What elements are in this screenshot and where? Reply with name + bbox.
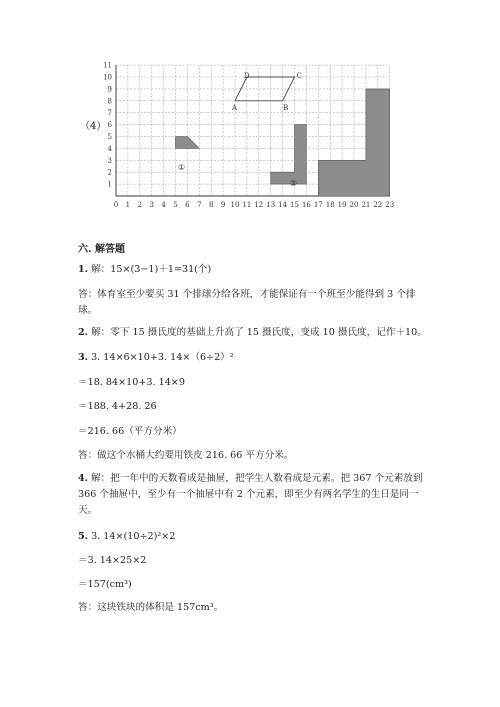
y-tick-label: 5 [107,133,112,141]
x-tick-label: 6 [185,201,190,209]
q3-step4: ＝216. 66（平方分米） [78,426,182,437]
x-tick-label: 15 [290,201,299,209]
x-tick-label: 7 [197,201,202,209]
parallelogram-label-a: A [232,103,238,112]
x-tick-label: 20 [349,201,359,209]
a5-text: 答：这块铁块的体积是 157cm³。 [78,602,224,613]
shape-1 [176,137,200,149]
q4-text: 解：把一年中的天数看成是抽屉，把学生人数看成是元素。把 367 个元素放到 366 个抽屉中，至少有一个抽屉中有 2 个元素，即至少有两名学生的生日是同一天。 [78,473,423,516]
q5-line [78,530,175,544]
a1-text: 答：体育室至少要买 31 个排球分给各班，才能保证有一个班至少能得到 3 个排球。 [78,289,416,316]
y-tick-label: 8 [107,97,112,106]
x-tick-label: 5 [173,201,178,209]
y-tick-label: 7 [107,109,112,118]
x-tick-label: 17 [313,201,323,209]
x-tick-label: 23 [385,201,395,209]
x-tick-label: 18 [325,201,335,209]
q3-number: 3. [78,352,89,363]
grid-figure [0,0,500,225]
y-tick-label: 9 [107,85,112,94]
x-tick-label: 2 [137,201,143,209]
x-tick-label: 11 [242,201,252,209]
x-tick-label: 12 [254,201,264,209]
y-tick-label: 4 [107,144,112,153]
q2-number: 2. [78,327,89,338]
x-tick-label: 22 [373,201,383,209]
x-tick-label: 19 [337,201,347,209]
x-tick-label: 13 [266,201,276,209]
y-tick-label: 1 [107,180,112,189]
y-tick-label: 10 [103,73,112,82]
q1-text: 解：15×(3−1)＋1=31(个) [88,264,212,275]
q5-text: 3. 14×(10÷2)²×2 [88,531,176,542]
x-tick-label: 16 [301,201,311,209]
q1-line [78,263,211,277]
q3-step2: ＝18. 84×10+3. 14×9 [78,377,185,388]
q5-number: 5. [78,531,89,542]
q3-line [78,351,234,365]
x-tick-label: 9 [220,201,226,209]
x-tick-label: 1 [125,201,131,209]
shape-2 [271,125,307,185]
y-tick-label: 11 [103,61,112,70]
shape-2-label: ② [289,179,297,189]
a3-text: 答：做这个水桶大约要用铁皮 216. 66 平方分米。 [78,450,294,461]
q4-paragraph [78,471,423,519]
q3-text: 3. 14×6×10+3. 14×（6÷2）² [88,352,234,363]
q1-number: 1. [78,264,89,275]
parallelogram-label-d: D [243,72,250,80]
x-tick-label: 4 [161,201,166,209]
q2-text: 解：零下 15 摄氏度的基础上升高了 15 摄氏度，变成 10 摄氏度，记作＋10。 [88,327,427,338]
q4-number: 4. [78,473,89,484]
y-tick-label: 2 [107,168,112,177]
y-tick-label: 3 [107,156,112,165]
x-tick-label: 3 [149,201,154,209]
x-tick-label: 21 [361,201,371,209]
parallelogram-label-b: B [283,103,289,112]
x-tick-label: 14 [278,201,288,209]
part-label: （4） [80,121,107,132]
q5-step2: ＝3. 14×25×2 [78,555,147,566]
x-tick-label: 8 [208,201,214,209]
q5-step3: ＝157(cm³) [78,579,132,590]
grid-svg [0,0,500,225]
y-tick-label: 6 [107,121,112,130]
shape-1-label: ① [177,163,186,173]
parallelogram-label-c: C [296,72,302,80]
q3-step3: ＝188. 4+28. 26 [78,401,157,412]
q2-line [78,326,427,340]
x-tick-label: 10 [230,201,240,209]
section-title: 六. 解答题 [78,244,125,255]
x-tick-label: 0 [113,201,119,209]
